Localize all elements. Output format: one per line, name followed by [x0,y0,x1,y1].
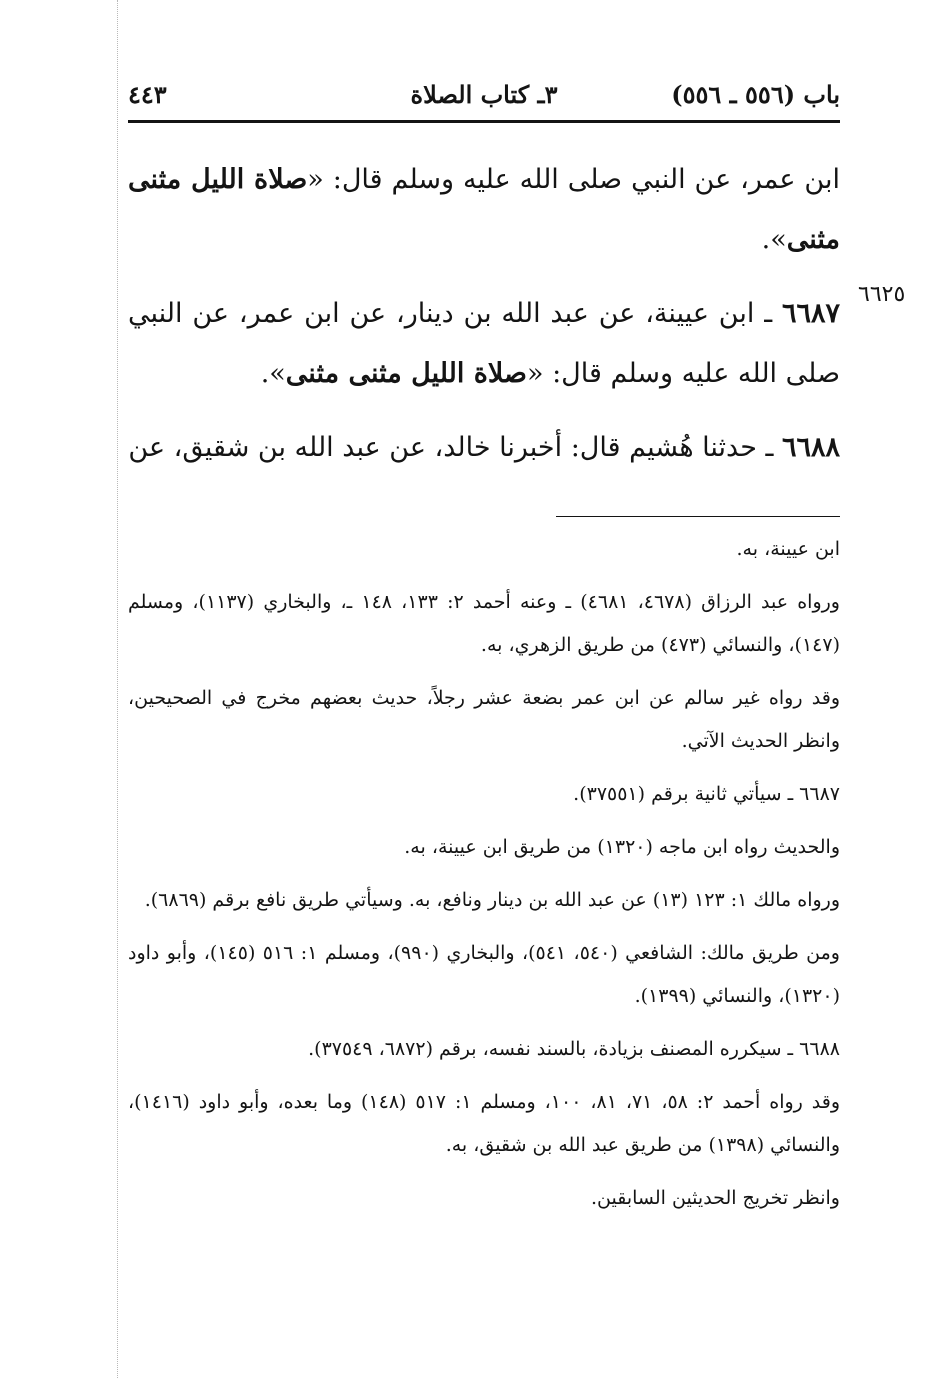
hadith-paragraph-6687: ٦٦٨٧ ـ ابن عيينة، عن عبد الله بن دينار، عن ابن عمر، عن النبي صلى الله عليه وسلم قال: «صلاة الليل مثنى مثنى». [128,298,840,389]
scan-edge-line [117,0,118,1378]
footnote-line: وقد رواه غير سالم عن ابن عمر بضعة عشر رجلاً، حديث بعضهم مخرج في الصحيحين، وانظر الحديث الآتي. [128,687,840,752]
main-text [128,150,840,492]
chapter-range: باب (٥٥٦ ـ ٥٥٦) [671,80,840,109]
footnote-line: والحديث رواه ابن ماجه (١٣٢٠) من طريق ابن عيينة، به. [404,836,840,858]
margin-hadith-number: ٦٦٢٥ [858,282,906,307]
footnote-line: ورواه عبد الرزاق (٤٦٧٨، ٤٦٨١) ـ وعنه أحمد ٢: ١٣٣، ١٤٨ ـ، والبخاري (١١٣٧)، ومسلم (١٤٧)، والنسائي (٤٧٣) من طريق الزهري، به. [128,591,840,656]
footnote-line: ٦٦٨٨ ـ سيكرره المصنف بزيادة، بالسند نفسه، برقم (٦٨٧٢، ٣٧٥٤٩). [308,1038,840,1060]
hadith-number: ٦٦٨٧ [781,298,840,329]
header-rule [128,120,840,123]
page-number: ٤٤٣ [128,80,167,109]
book-title: ٣ـ كتاب الصلاة [410,80,558,109]
page-header [128,76,840,120]
hadith-paragraph-6688: ٦٦٨٨ ـ حدثنا هُشيم قال: أخبرنا خالد، عن عبد الله بن شقيق، عن [128,432,840,463]
hadith-paragraph-continued: ابن عمر، عن النبي صلى الله عليه وسلم قال: «صلاة الليل مثنى مثنى». [128,164,841,255]
footnote-line: ٦٦٨٧ ـ سيأتي ثانية برقم (٣٧٥٥١). [573,783,840,805]
footnote-separator [556,516,840,517]
footnotes [128,528,840,1230]
hadith-matn: صلاة الليل مثنى مثنى [128,164,840,255]
footnote-line: ورواه مالك ١: ١٢٣ (١٣) عن عبد الله بن دينار ونافع، به. وسيأتي طريق نافع برقم (٦٨٦٩). [144,889,840,911]
hadith-matn: صلاة الليل مثنى مثنى [285,358,527,389]
hadith-number: ٦٦٨٨ [781,432,840,463]
footnote-line: ابن عيينة، به. [736,538,840,560]
footnote-line: ومن طريق مالك: الشافعي (٥٤٠، ٥٤١)، والبخاري (٩٩٠)، ومسلم ١: ٥١٦ (١٤٥)، وأبو داود (١٣٢٠)، والنسائي (١٣٩٩). [128,942,840,1007]
footnote-line: وقد رواه أحمد ٢: ٥٨، ٧١، ٨١، ١٠٠، ومسلم ١: ٥١٧ (١٤٨) وما بعده، وأبو داود (١٤١٦)، والنسائي (١٣٩٨) من طريق عبد الله بن شقيق، به. [128,1091,840,1156]
footnote-line: وانظر تخريج الحديثين السابقين. [591,1187,840,1209]
